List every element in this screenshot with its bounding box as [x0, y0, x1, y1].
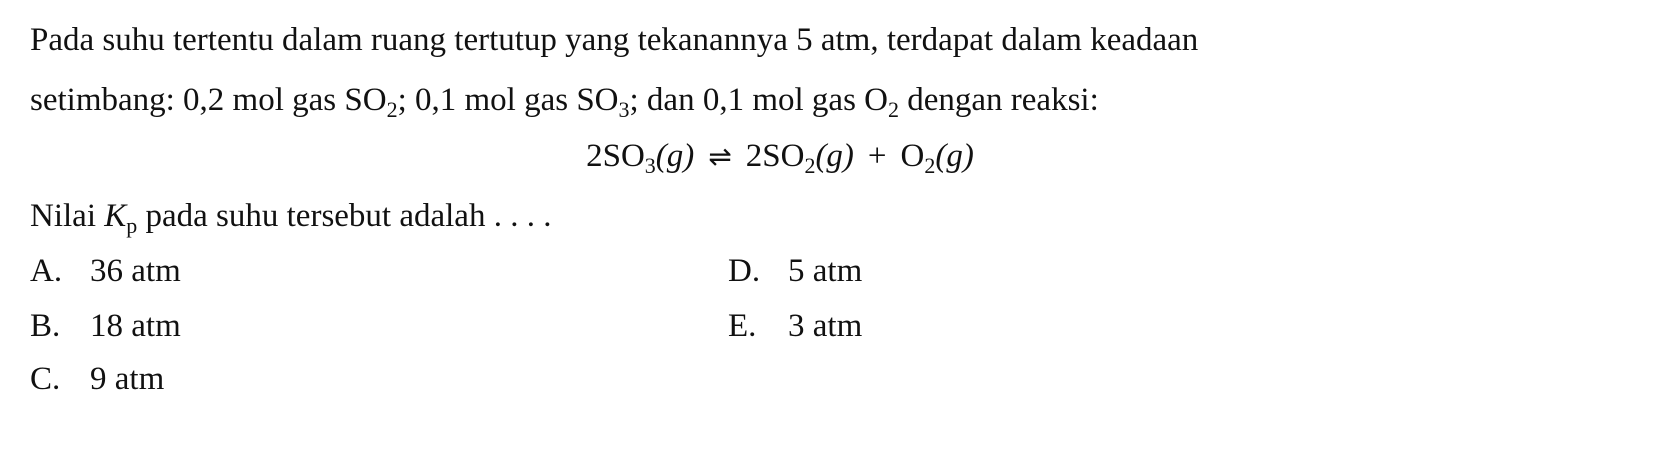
option-letter: D.	[728, 253, 761, 289]
product: O	[900, 138, 925, 174]
subscript: p	[126, 213, 138, 238]
kp-symbol: K	[104, 198, 127, 234]
question-text: ; 0,1 mol gas SO	[397, 82, 619, 118]
option-text: 9 atm	[90, 361, 165, 397]
subscript: 2	[386, 97, 398, 122]
phase-label: (g)	[935, 138, 974, 174]
reaction-equation	[0, 140, 1560, 177]
question-line-2	[30, 84, 1099, 121]
subscript: 2	[804, 153, 816, 178]
reactant: 2SO	[586, 138, 645, 174]
option-text: 36 atm	[90, 253, 181, 289]
plus-sign: +	[867, 138, 887, 174]
option-letter: A.	[30, 253, 63, 289]
subscript: 2	[888, 97, 899, 122]
question-text: ; dan 0,1 mol gas O	[629, 82, 888, 118]
option-b[interactable]	[30, 310, 181, 343]
option-a[interactable]	[30, 255, 181, 288]
phase-label: (g)	[815, 138, 854, 174]
option-letter: E.	[728, 308, 757, 344]
option-c[interactable]	[30, 363, 164, 396]
question-prompt	[30, 200, 551, 237]
option-text: 3 atm	[788, 308, 863, 344]
option-text: 5 atm	[788, 253, 863, 289]
question-line-1: Pada suhu tertentu dalam ruang tertutup yang tekanannya 5 atm, terdapat dalam keadaan	[30, 22, 1199, 58]
option-text: 18 atm	[90, 308, 181, 344]
question-text: setimbang: 0,2 mol gas SO	[30, 82, 387, 118]
question-text: dengan reaksi:	[899, 82, 1099, 118]
option-e[interactable]	[728, 310, 862, 343]
option-d[interactable]	[728, 255, 862, 288]
subscript: 3	[644, 153, 656, 178]
prompt-text: pada suhu tersebut adalah . . . .	[137, 198, 552, 234]
subscript: 2	[924, 153, 936, 178]
prompt-text: Nilai	[30, 198, 105, 234]
subscript: 3	[618, 97, 630, 122]
phase-label: (g)	[655, 138, 695, 174]
option-letter: C.	[30, 361, 61, 397]
product: 2SO	[745, 138, 805, 174]
option-letter: B.	[30, 308, 61, 344]
equilibrium-arrow-icon: ⇌	[708, 140, 732, 173]
